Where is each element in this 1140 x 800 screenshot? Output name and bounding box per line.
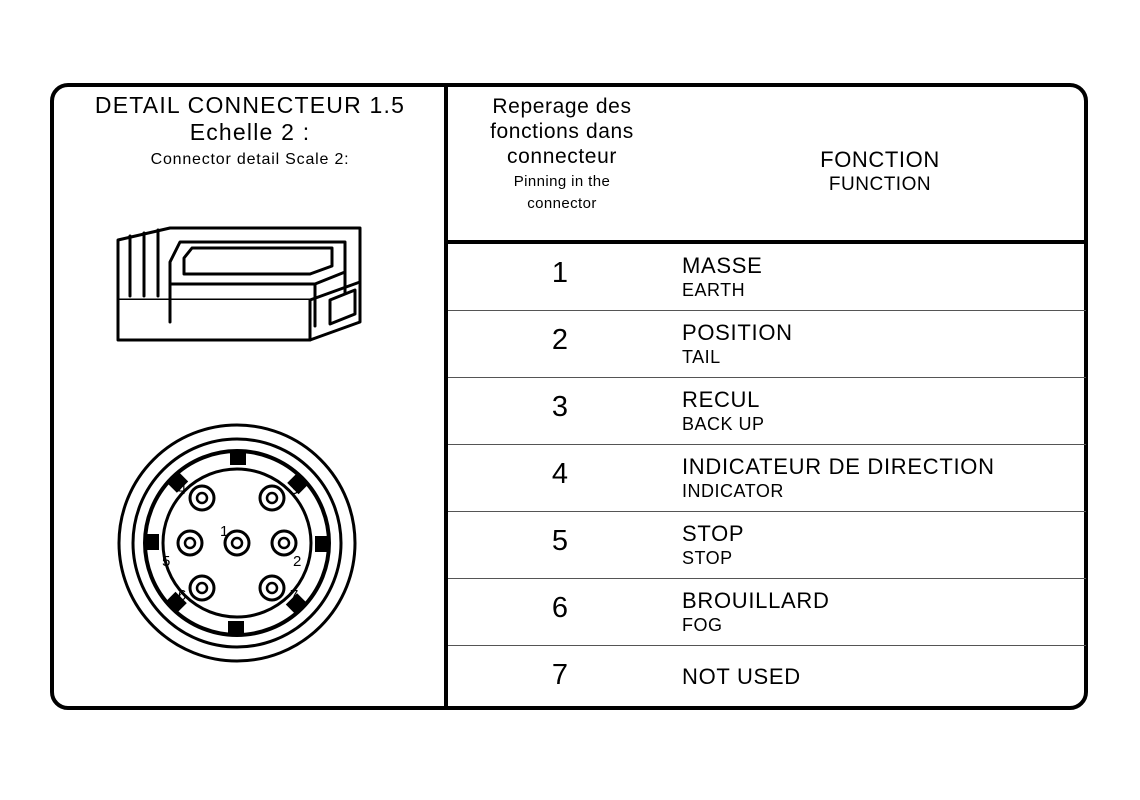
- row-function-en: BACK UP: [682, 414, 765, 434]
- connector-front-face-icon: [112, 418, 362, 668]
- table-header: [448, 90, 1084, 242]
- header-pin-fr-line1: Reperage des: [492, 95, 632, 118]
- header-pin-fr-line3: connecteur: [507, 145, 617, 168]
- table-row: [448, 579, 1086, 646]
- row-pin: 1: [551, 257, 569, 289]
- row-function-fr: INDICATEUR DE DIRECTION: [682, 454, 995, 479]
- row-function-en: TAIL: [682, 347, 721, 367]
- pin-label-2: 2: [293, 553, 302, 570]
- row-function-en: STOP: [682, 548, 733, 568]
- pin-label-5: 5: [162, 553, 171, 570]
- row-pin: 7: [551, 659, 569, 691]
- row-function: [682, 454, 1082, 502]
- row-pin: 4: [551, 458, 569, 490]
- table-row: [448, 311, 1086, 378]
- header-function-en: FUNCTION: [828, 174, 932, 195]
- pin-label-4: 4: [178, 481, 187, 498]
- row-function: [682, 253, 1082, 301]
- header-pin-en-line2: connector: [527, 195, 597, 212]
- row-function-en: INDICATOR: [682, 481, 784, 501]
- table-row: [448, 378, 1086, 445]
- row-function: [682, 320, 1082, 368]
- row-function-fr: BROUILLARD: [682, 588, 830, 613]
- pin-function-table: [448, 244, 1086, 713]
- row-pin: 5: [551, 525, 569, 557]
- connector-detail-title: [60, 92, 440, 172]
- table-row: [448, 244, 1086, 311]
- pin-label-7: 7: [290, 587, 299, 604]
- row-function: [682, 588, 1082, 636]
- connector-detail-title-fr-line1: DETAIL CONNECTEUR 1.5: [94, 92, 406, 118]
- table-row: [448, 445, 1086, 512]
- row-function-en: FOG: [682, 615, 723, 635]
- row-pin: 2: [551, 324, 569, 356]
- header-pin-en-line1: Pinning in the: [513, 173, 611, 190]
- row-function-fr: POSITION: [682, 320, 793, 345]
- table-header-function-column: [680, 146, 1080, 197]
- table-row: [448, 512, 1086, 579]
- header-function-fr: FONCTION: [820, 147, 940, 172]
- pin-label-3: 3: [290, 481, 299, 498]
- row-function-en: EARTH: [682, 280, 746, 300]
- row-pin: 3: [551, 391, 569, 423]
- table-row: [448, 646, 1086, 713]
- row-function-fr: RECUL: [682, 387, 761, 412]
- row-pin: 6: [551, 592, 569, 624]
- connector-3d-icon: [110, 222, 380, 372]
- row-function: [682, 521, 1082, 569]
- pin-label-6: 6: [178, 587, 187, 604]
- row-function-fr: STOP: [682, 521, 745, 546]
- connector-detail-title-en: Connector detail Scale 2:: [150, 151, 350, 168]
- connector-detail-title-fr-line2: Echelle 2 :: [189, 119, 311, 145]
- row-function-fr: NOT USED: [682, 664, 801, 689]
- header-pin-fr-line2: fonctions dans: [490, 120, 634, 143]
- pin-label-1: 1: [220, 523, 229, 540]
- row-function: [682, 664, 1082, 690]
- table-header-pin-column: [456, 94, 668, 213]
- row-function-fr: MASSE: [682, 253, 763, 278]
- row-function: [682, 387, 1082, 435]
